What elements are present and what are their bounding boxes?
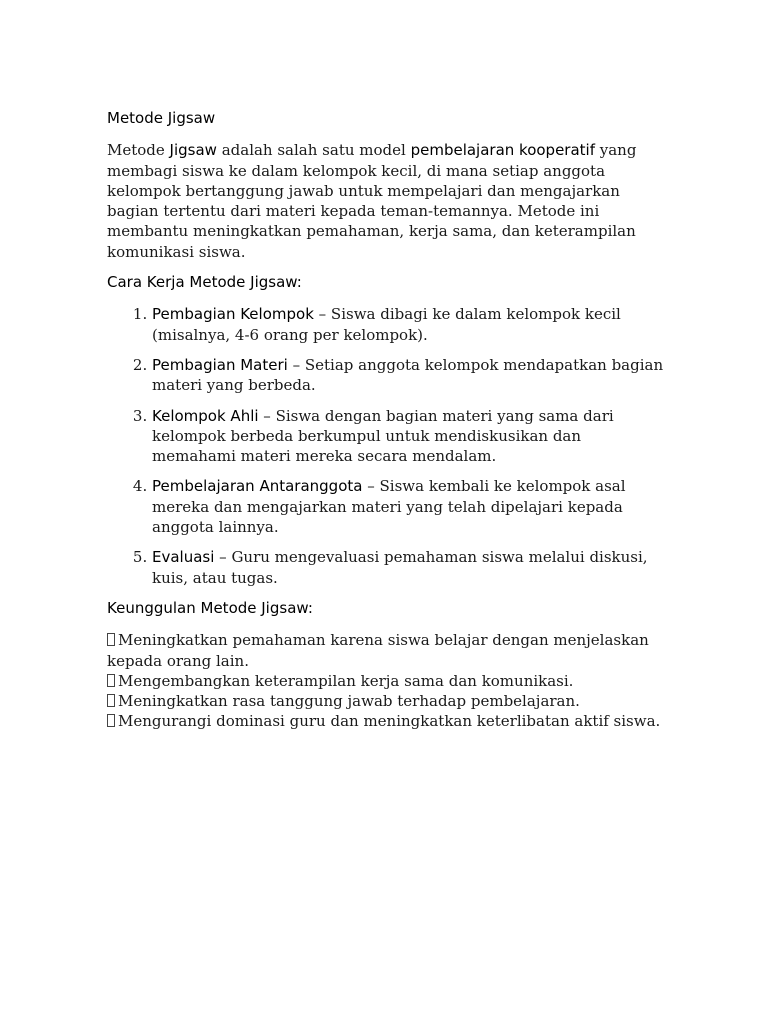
intro-text-2: adalah salah satu model — [216, 141, 411, 160]
missing-glyph-box-icon — [107, 633, 115, 646]
advantage-text: Meningkatkan rasa tanggung jawab terhadap pembelajaran. — [118, 692, 580, 711]
list-item — [107, 630, 667, 671]
list-item — [107, 711, 667, 731]
missing-glyph-box-icon — [107, 714, 115, 727]
missing-glyph-box-icon — [107, 674, 115, 687]
step-term: Kelompok Ahli — [152, 406, 259, 425]
list-item — [152, 355, 667, 396]
list-item — [107, 691, 667, 711]
intro-term-jigsaw: Jigsaw — [169, 141, 217, 160]
document-title: Metode Jigsaw — [107, 109, 216, 127]
step-term: Evaluasi — [152, 548, 215, 567]
list-item — [152, 304, 667, 345]
step-term: Pembagian Kelompok — [152, 305, 314, 324]
step-term: Pembagian Materi — [152, 355, 288, 374]
intro-text-1: Metode — [107, 141, 170, 160]
advantage-text: Meningkatkan pemahaman karena siswa belajar dengan menjelaskan kepada orang lain. — [107, 631, 649, 670]
step-term: Pembelajaran Antaranggota — [152, 477, 363, 496]
intro-paragraph — [107, 140, 667, 262]
intro-text-3: yang membagi siswa ke dalam kelompok kecil, di mana setiap anggota kelompok bertanggung jawab untuk mempelajari dan mengajarkan bagian tertentu dari materi kepada teman-temannya. Metode ini membantu meningkatkan pemahaman, kerja sama, dan keterampilan komunikasi siswa. — [107, 141, 637, 261]
list-item — [107, 671, 667, 691]
step-text: – Guru mengevaluasi pemahaman siswa melalui diskusi, kuis, atau tugas. — [152, 548, 648, 587]
advantage-text: Mengembangkan keterampilan kerja sama dan komunikasi. — [118, 671, 574, 690]
list-item — [152, 476, 667, 537]
step-text: – Siswa dengan bagian materi yang sama dari kelompok berbeda berkumpul untuk mendiskusikan dan memahami materi mereka secara mendalam. — [152, 406, 614, 466]
list-item — [152, 547, 667, 588]
step-text: – Setiap anggota kelompok mendapatkan bagian materi yang berbeda. — [152, 355, 664, 395]
document-page — [107, 108, 667, 732]
step-text: – Siswa dibagi ke dalam kelompok kecil (misalnya, 4-6 orang per kelompok). — [152, 305, 621, 344]
advantages-heading: Keunggulan Metode Jigsaw: — [107, 598, 313, 617]
missing-glyph-box-icon — [107, 694, 115, 707]
steps-list — [107, 304, 667, 588]
advantages-list — [107, 630, 667, 731]
advantage-text: Mengurangi dominasi guru dan meningkatkan keterlibatan aktif siswa. — [118, 712, 661, 731]
list-item — [152, 406, 667, 467]
intro-term-kooperatif: pembelajaran kooperatif — [410, 141, 595, 160]
steps-heading: Cara Kerja Metode Jigsaw: — [107, 273, 302, 292]
step-text: – Siswa kembali ke kelompok asal mereka dan mengajarkan materi yang telah dipelajari kepada anggota lainnya. — [152, 477, 626, 537]
